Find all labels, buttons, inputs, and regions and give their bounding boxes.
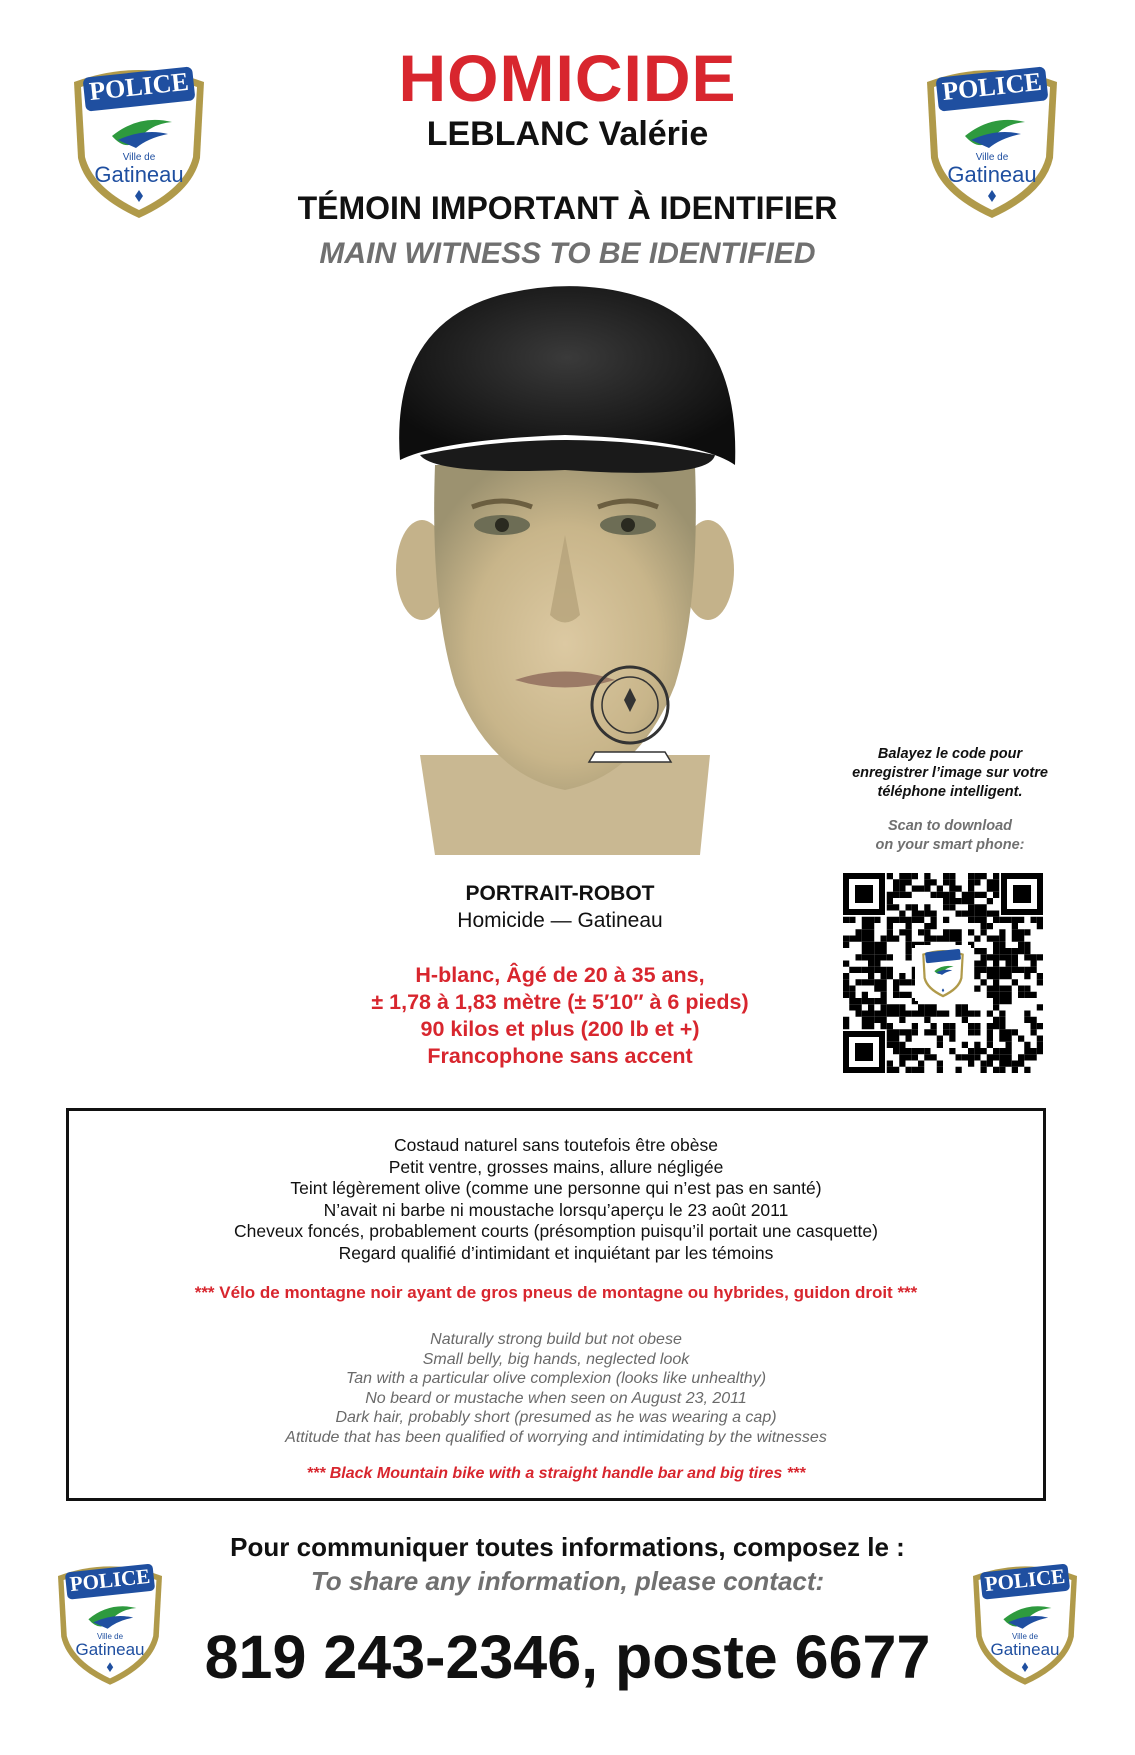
badge-small-text: Ville de bbox=[1011, 1632, 1039, 1641]
detail-en-line: Dark hair, probably short (presumed as he was wearing a cap) bbox=[335, 1409, 777, 1426]
description-line: 90 kilos et plus (200 lb et +) bbox=[420, 1017, 700, 1041]
badge-small-text: Ville de bbox=[96, 1632, 124, 1641]
qr-instruction-en-line: Scan to download bbox=[887, 818, 1013, 834]
badge-city-text: Gatineau bbox=[75, 1640, 145, 1659]
detail-fr-line: N’avait ni barbe ni moustache lorsqu’aperçu le 23 août 2011 bbox=[323, 1199, 789, 1220]
portrait-subtitle: Homicide — Gatineau bbox=[457, 909, 663, 932]
badge-police-text: POLICE bbox=[87, 66, 191, 107]
detail-en-line: No beard or mustache when seen on August 23, 2011 bbox=[365, 1389, 747, 1407]
phone-number[interactable]: 819 243-2346, poste 6677 bbox=[204, 1623, 931, 1691]
qr-instructions-fr bbox=[820, 745, 1080, 802]
bike-note-en: *** Black Mountain bike with a straight handle bar and big tires *** bbox=[306, 1465, 806, 1482]
badge-city-text: Gatineau bbox=[990, 1640, 1060, 1659]
qr-center-logo bbox=[915, 945, 971, 1001]
contact-prompt-en: To share any information, please contact: bbox=[310, 1566, 825, 1596]
badge-small-text: Ville de bbox=[975, 152, 1009, 163]
badge-police-text: POLICE bbox=[68, 1563, 152, 1597]
qr-instruction-fr-line: téléphone intelligent. bbox=[877, 784, 1023, 800]
portrait-label: PORTRAIT-ROBOT bbox=[465, 882, 655, 905]
detail-fr-line: Cheveux foncés, probablement courts (présomption puisqu’il portait une casquette) bbox=[234, 1221, 878, 1241]
qr-instruction-en-line: on your smart phone: bbox=[875, 837, 1025, 853]
badge-police-text: POLICE bbox=[983, 1563, 1067, 1597]
heading-fr: TÉMOIN IMPORTANT À IDENTIFIER bbox=[297, 190, 838, 226]
detail-fr-line: Petit ventre, grosses mains, allure négligée bbox=[388, 1156, 724, 1177]
badge-small-text: Ville de bbox=[122, 152, 156, 163]
detail-en-line: Small belly, big hands, neglected look bbox=[422, 1350, 690, 1368]
victim-name: LEBLANC Valérie bbox=[426, 115, 709, 153]
qr-instruction-fr-line: Balayez le code pour bbox=[877, 746, 1023, 762]
description-line: H-blanc, Âgé de 20 à 35 ans, bbox=[415, 963, 705, 987]
detail-fr-line: Regard qualifié d’intimidant et inquiétant par les témoins bbox=[338, 1242, 774, 1263]
badge-city-text: Gatineau bbox=[947, 162, 1037, 187]
composite-sketch bbox=[380, 285, 750, 855]
badge-police-text: POLICE bbox=[940, 66, 1044, 107]
qr-code[interactable] bbox=[843, 873, 1043, 1073]
description-line: Francophone sans accent bbox=[427, 1044, 693, 1068]
detail-en-line: Naturally strong build but not obese bbox=[430, 1331, 682, 1348]
detail-fr-line: Teint légèrement olive (comme une personne qui n’est pas en santé) bbox=[290, 1178, 822, 1198]
heading-en: MAIN WITNESS TO BE IDENTIFIED bbox=[319, 237, 816, 270]
contact-prompt-fr: Pour communiquer toutes informations, composez le : bbox=[230, 1532, 905, 1562]
qr-instruction-fr-line: enregistrer l’image sur votre bbox=[852, 765, 1048, 781]
badge-city-text: Gatineau bbox=[94, 162, 184, 187]
description-line: ± 1,78 à 1,83 mètre (± 5′10″ à 6 pieds) bbox=[371, 990, 749, 1014]
details-en bbox=[66, 1330, 1046, 1447]
detail-fr-line: Costaud naturel sans toutefois être obèse bbox=[394, 1135, 718, 1155]
poster-title: HOMICIDE bbox=[398, 41, 737, 115]
detail-en-line: Attitude that has been qualified of worrying and intimidating by the witnesses bbox=[285, 1428, 827, 1446]
details-fr bbox=[66, 1135, 1046, 1264]
bike-note-fr: *** Vélo de montagne noir ayant de gros pneus de montagne ou hybrides, guidon droit *** bbox=[194, 1283, 918, 1302]
detail-en-line: Tan with a particular olive complexion (looks like unhealthy) bbox=[345, 1370, 767, 1387]
qr-instructions-en bbox=[820, 817, 1080, 855]
suspect-description bbox=[260, 962, 860, 1070]
